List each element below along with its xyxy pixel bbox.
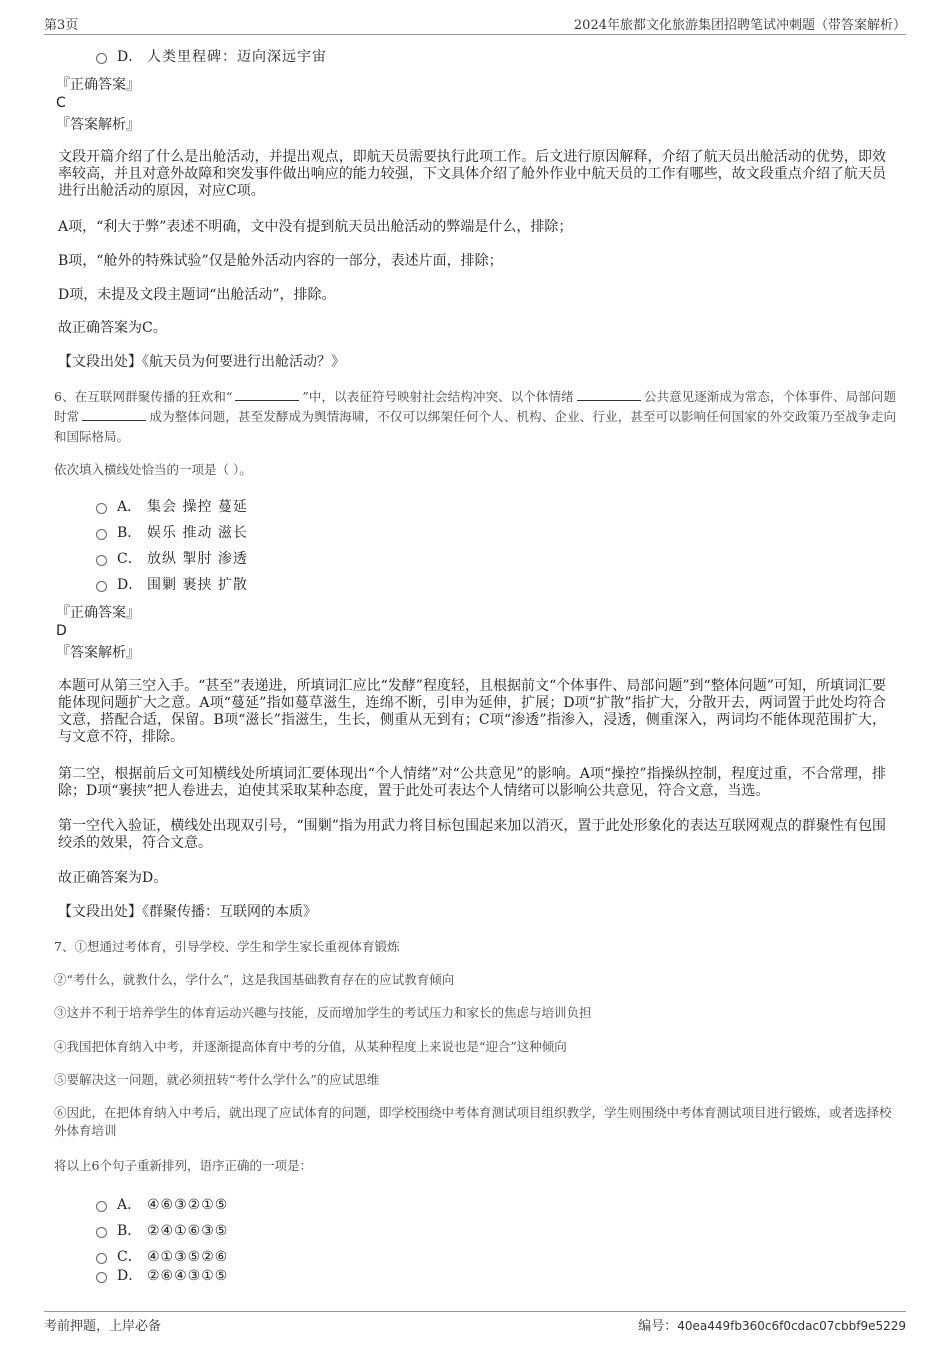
page-number: 第3页: [44, 18, 79, 33]
fill-blank: [235, 388, 299, 401]
q7-sentence: 7、①想通过考体育，引导学校、学生和学生家长重视体育锻炼: [54, 939, 400, 954]
q7-sentence: ③这并不利于培养学生的体育运动兴趣与技能，反而增加学生的考试压力和家长的焦虑与培训负担: [54, 1005, 592, 1020]
q5-analysis-paragraph: 文段开篇介绍了什么是出舱活动，并提出观点，即航天员需要执行此项工作。后文进行原因解释，介绍了航天员出舱活动的优势，即效率较高，并且对意外故障和突发事件做出响应的能力较强，下文具体介绍了舱外作业中航天员的工作有哪些，故文段重点介绍了航天员进行出舱活动的原因，对应C项。: [58, 149, 886, 199]
q7-option-b[interactable]: B． ②④①⑥③⑤: [96, 1221, 228, 1241]
radio-icon[interactable]: [96, 53, 107, 64]
radio-icon[interactable]: [96, 1201, 107, 1212]
radio-icon[interactable]: [96, 1227, 107, 1238]
q6-source: 【文段出处】《群聚传播：互联网的本质》: [58, 904, 317, 920]
q5-analysis-paragraph: D项，未提及文段主题词“出舱活动”，排除。: [58, 287, 336, 303]
q5-analysis-paragraph: 故正确答案为C。: [58, 320, 167, 336]
q6-option-d[interactable]: D． 围剿 裹挟 扩散: [96, 575, 248, 595]
q7-option-c[interactable]: C． ④①③⑤②⑥: [96, 1247, 228, 1267]
document-title: 2024年旅都文化旅游集团招聘笔试冲刺题（带答案解析）: [573, 18, 906, 33]
q7-sentence: ②“考什么，就教什么，学什么”，这是我国基础教育存在的应试教育倾向: [54, 972, 455, 987]
q6-stem: 6、在互联网群聚传播的狂欢和“ ”中，以表征符号映射社会结构冲突、以个体情绪 公共意见逐渐成为常态，个体事件、局部问题时常 成为整体问题，甚至发酵成为舆情海啸，不仅可以绑架任何个人、机构、企业、行业，甚至可以影响任何国家的外交政策乃至战争走向和国际格局。: [54, 389, 896, 444]
q5-answer: C: [56, 95, 66, 111]
q5-option-d[interactable]: D． 人类里程碑：迈向深远宇宙: [96, 47, 327, 67]
q5-answer-label: 『正确答案』: [56, 77, 140, 93]
q5-analysis-paragraph: B项，“舱外的特殊试验”仅是舱外活动内容的一部分，表述片面，排除；: [58, 253, 503, 269]
fill-blank: [82, 408, 146, 421]
radio-icon[interactable]: [96, 555, 107, 566]
radio-icon[interactable]: [96, 503, 107, 514]
fill-blank: [577, 388, 641, 401]
q6-analysis-label: 『答案解析』: [56, 645, 140, 661]
q5-source: 【文段出处】《航天员为何要进行出舱活动？》: [58, 354, 345, 370]
q7-sentence: ④我国把体育纳入中考，并逐渐提高体育中考的分值，从某种程度上来说也是“迎合”这种倾向: [54, 1039, 567, 1054]
q6-analysis-paragraph: 本题可从第三空入手。“甚至”表递进，所填词汇应比“发酵”程度轻，且根据前文“个体事件、局部问题”到“整体问题”可知，所填词汇要能体现问题扩大之意。A项“蔓延”指如蔓草滋生，连绵不断，引申为延伸，扩展；D项“扩散”指扩大，分散开去，两词置于此处均符合文意，搭配合适，保留。B项“滋长”指滋生，生长，侧重从无到有；C项“渗透”指渗入，浸透，侧重深入，两词均不能体现范围扩大，与文意不符，排除。: [58, 678, 886, 745]
radio-icon[interactable]: [96, 529, 107, 540]
q6-analysis-paragraph: 第二空，根据前后文可知横线处所填词汇要体现出“个人情绪”对“公共意见”的影响。A项“操控”指操纵控制，程度过重，不合常理，排除；D项“裹挟”把人卷进去，迫使其采取某种态度，置于此处可表达个人情绪可以影响公共意见，符合文意，当选。: [58, 766, 886, 799]
q7-option-a[interactable]: A． ④⑥③②①⑤: [96, 1195, 228, 1215]
q6-option-b[interactable]: B． 娱乐 推动 滋长: [96, 523, 248, 543]
footer-slogan: 考前押题，上岸必备: [44, 1319, 162, 1334]
q7-prompt: 将以上6个句子重新排列，语序正确的一项是：: [54, 1158, 312, 1173]
q6-analysis-paragraph: 第一空代入验证，横线处出现双引号，“围剿”指为用武力将目标包围起来加以消灭，置于此处形象化的表达互联网观点的群聚性有包围绞杀的效果，符合文意。: [58, 818, 886, 851]
radio-icon[interactable]: [96, 1253, 107, 1264]
radio-icon[interactable]: [96, 1272, 107, 1283]
q6-option-c[interactable]: C． 放纵 掣肘 渗透: [96, 549, 248, 569]
q6-prompt: 依次填入横线处恰当的一项是（ ）。: [54, 462, 252, 477]
radio-icon[interactable]: [96, 581, 107, 592]
q7-option-d[interactable]: D． ②⑥④③①⑤: [96, 1266, 228, 1286]
page-footer: [44, 1311, 906, 1338]
document-code: 编号：40ea449fb360c6f0cdac07cbbf9e5229: [638, 1319, 906, 1334]
q7-sentence: ⑥因此，在把体育纳入中考后，就出现了应试体育的问题，即学校围绕中考体育测试项目组织教学，学生则围绕中考体育测试项目进行锻炼，或者选择校外体育培训: [54, 1105, 892, 1138]
q5-analysis-label: 『答案解析』: [56, 117, 140, 133]
q5-analysis-paragraph: A项，“利大于弊”表述不明确，文中没有提到航天员出舱活动的弊端是什么，排除；: [58, 219, 573, 235]
q6-answer-label: 『正确答案』: [56, 605, 140, 621]
q7-sentence: ⑤要解决这一问题，就必须扭转“考什么学什么”的应试思维: [54, 1072, 380, 1087]
q6-answer: D: [56, 623, 67, 639]
q6-analysis-paragraph: 故正确答案为D。: [58, 870, 168, 886]
q6-option-a[interactable]: A． 集会 操控 蔓延: [96, 497, 248, 517]
page-header: [44, 14, 906, 35]
